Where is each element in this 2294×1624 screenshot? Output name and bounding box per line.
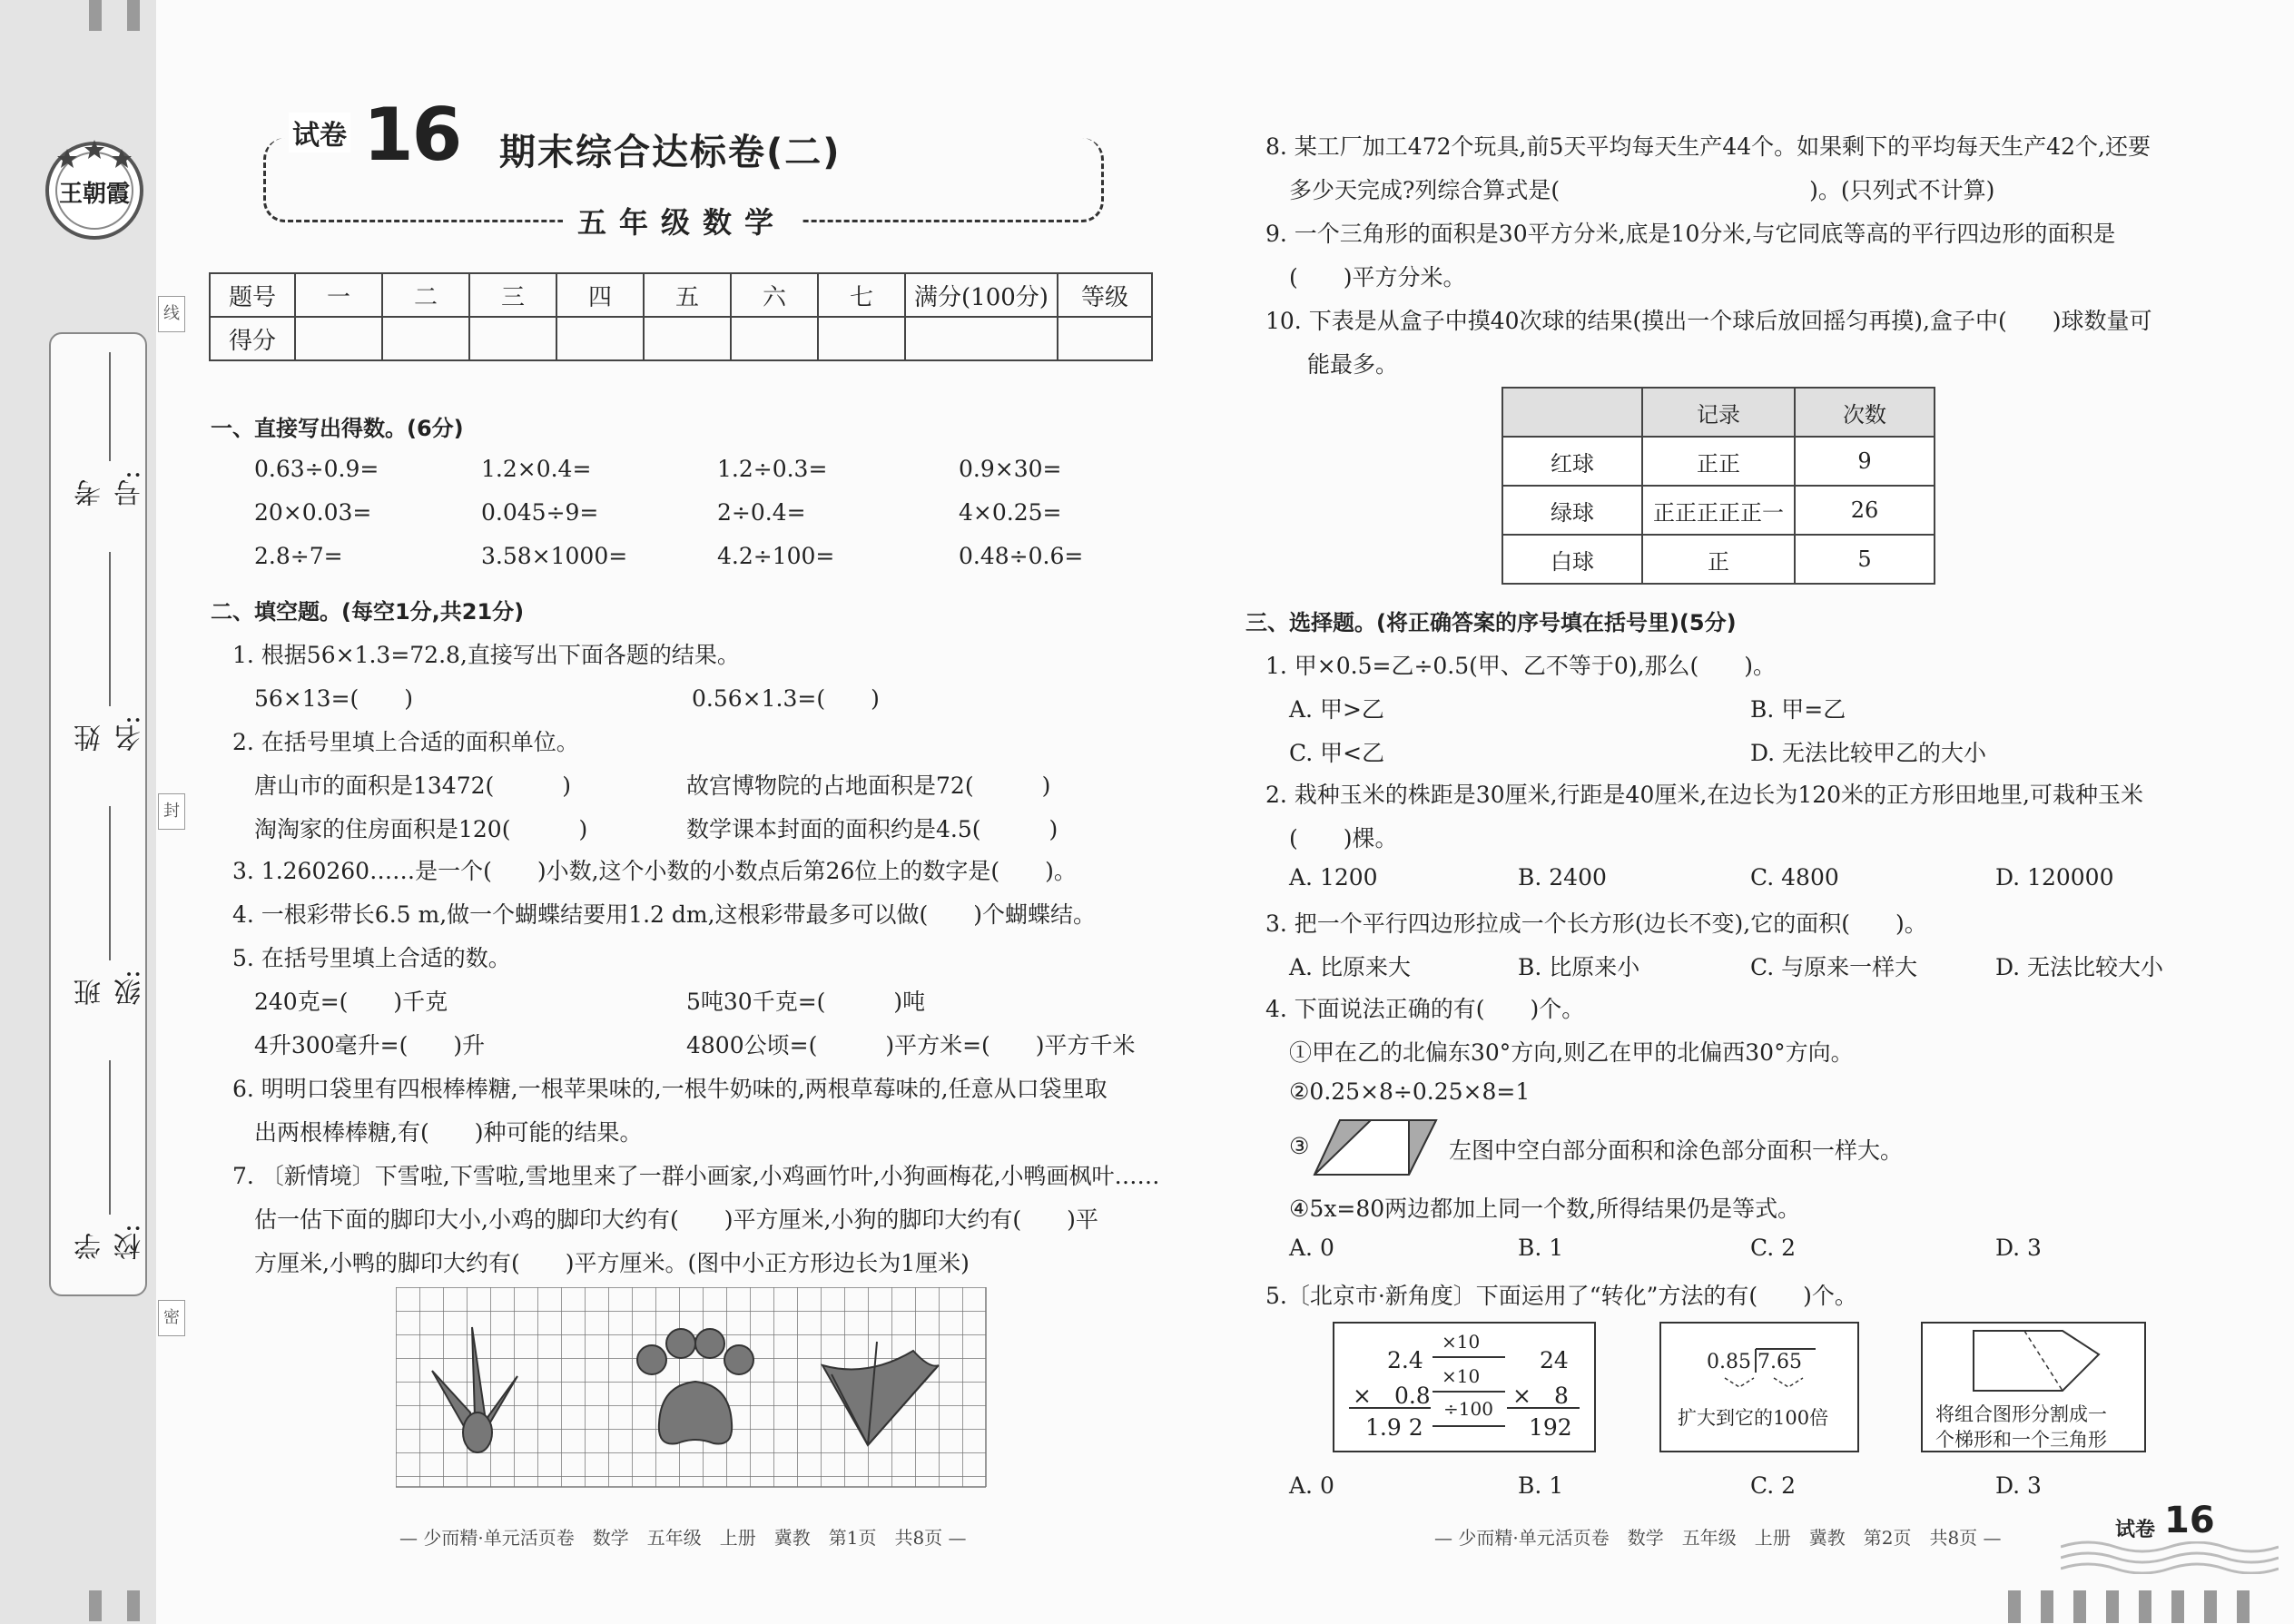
publisher-logo [40, 136, 149, 245]
composite-shape-figure: 将组合图形分割成一 个梯形和一个三角形 [1921, 1322, 2146, 1452]
score-cell[interactable] [644, 317, 731, 360]
bottom-mark [2204, 1590, 2217, 1623]
binding-mark [127, 0, 140, 31]
score-cell[interactable] [295, 317, 382, 360]
question-text: 3. 1.260260……是一个( )小数,这个小数的小数点后第26位上的数字是( )。 [232, 858, 1077, 884]
option[interactable]: A. 0 [1289, 1472, 1334, 1499]
question-text: 7. 〔新情境〕下雪啦,下雪啦,雪地里来了一群小画家,小鸡画竹叶,小狗画梅花,小鸭画枫叶…… [232, 1163, 1160, 1189]
question-item: 56×13=( ) [254, 685, 414, 712]
footer-badge-label: 试卷 [2115, 1514, 2155, 1542]
statement-number: ③ [1289, 1133, 1310, 1159]
page-subtitle: 五年级数学 [563, 200, 801, 241]
score-cell[interactable] [556, 317, 644, 360]
binding-mark [89, 0, 102, 31]
option[interactable]: D. 无法比较大小 [1995, 954, 2164, 980]
calc-item: 4×0.25= [959, 499, 1062, 526]
option[interactable]: D. 120000 [1995, 864, 2114, 891]
calc-item: 0.48÷0.6= [959, 543, 1084, 569]
calc-item: 2.8÷7= [254, 543, 343, 569]
question-text: 2. 在括号里填上合适的面积单位。 [232, 729, 579, 755]
statement: ④5x=80两边都加上同一个数,所得结果仍是等式。 [1289, 1196, 1801, 1222]
footer-right: — 少而精·单元活页卷 数学 五年级 上册 冀教 第2页 共8页 — [1434, 1527, 2002, 1549]
vertical-multiplication-figure: 2.4 × 0.8 1.9 2 24 × 8 192 ×10 ×10 ÷100 [1333, 1322, 1596, 1452]
footer-badge-number: 16 [2164, 1500, 2215, 1541]
bottom-mark [2073, 1590, 2086, 1623]
calc-item: 20×0.03= [254, 499, 372, 526]
question-text: 4. 一根彩带长6.5 m,做一个蝴蝶结要用1.2 dm,这根彩带最多可以做( )个蝴蝶结。 [232, 901, 1097, 928]
option[interactable]: A. 0 [1289, 1235, 1334, 1261]
bottom-mark [2139, 1590, 2151, 1623]
binding-mark [89, 1590, 102, 1621]
question-item: 唐山市的面积是13472( ) [254, 773, 572, 799]
table-row: 白球 正 5 [1502, 535, 1935, 584]
page-title: 期末综合达标卷(二) [499, 132, 842, 173]
question-text: 估一估下面的脚印大小,小鸡的脚印大约有( )平方厘米,小狗的脚印大约有( )平 [254, 1206, 1098, 1233]
question-text: 10. 下表是从盒子中摸40次球的结果(摸出一个球后放回摇匀再摸),盒子中( )球数量可 [1265, 308, 2152, 334]
question-item: 淘淘家的住房面积是120( ) [254, 816, 588, 842]
score-table-header: 题号 一 二 三 四 五 六 七 满分(100分) 等级 [210, 273, 1152, 317]
parallelogram-figure [1313, 1118, 1440, 1176]
student-info-box: 考号: 姓名: 班级: 学校: [49, 332, 147, 1296]
question-text: 4. 下面说法正确的有( )个。 [1265, 996, 1585, 1022]
question-text: 多少天完成?列综合算式是( )。(只列式不计算) [1289, 177, 1995, 203]
question-text: 5. 在括号里填上合适的数。 [232, 945, 511, 971]
option[interactable]: B. 2400 [1518, 864, 1607, 891]
option[interactable]: C. 2 [1750, 1235, 1797, 1261]
option[interactable]: C. 甲<乙 [1289, 740, 1385, 766]
calc-item: 1.2×0.4= [481, 456, 592, 482]
question-text: 2. 栽种玉米的株距是30厘米,行距是40厘米,在边长为120米的正方形田地里,可栽种玉米 [1265, 782, 2143, 808]
calc-item: 3.58×1000= [481, 543, 628, 569]
section1-title: 一、直接写出得数。(6分) [211, 416, 464, 441]
calc-item: 0.045÷9= [481, 499, 599, 526]
question-text: 9. 一个三角形的面积是30平方分米,底是10分米,与它同底等高的平行四边形的面积是 [1265, 221, 2116, 247]
option[interactable]: A. 比原来大 [1289, 954, 1411, 980]
option[interactable]: B. 甲=乙 [1750, 696, 1846, 723]
table-row: 红球 正正 9 [1502, 437, 1935, 486]
school-line[interactable] [109, 1060, 111, 1215]
calc-item: 0.9×30= [959, 456, 1062, 482]
seal-mark-secret: 密 [158, 1300, 185, 1336]
question-item: 数学课本封面的面积约是4.5( ) [686, 816, 1058, 842]
score-cell[interactable] [382, 317, 469, 360]
section3-title: 三、选择题。(将正确答案的序号填在括号里)(5分) [1245, 610, 1737, 635]
calc-item: 2÷0.4= [717, 499, 806, 526]
question-item: 4800公顷=( )平方米=( )平方千米 [686, 1032, 1136, 1058]
question-text: 出两根棒棒糖,有( )种可能的结果。 [254, 1119, 643, 1146]
class-line[interactable] [109, 806, 111, 960]
option[interactable]: A. 1200 [1289, 864, 1378, 891]
exam-number-line[interactable] [109, 352, 111, 461]
question-text: 3. 把一个平行四边形拉成一个长方形(边长不变),它的面积( )。 [1265, 910, 1927, 937]
bottom-mark [2237, 1590, 2250, 1623]
option[interactable]: D. 3 [1995, 1472, 2042, 1499]
question-text: 方厘米,小鸭的脚印大约有( )平方厘米。(图中小正方形边长为1厘米) [254, 1250, 970, 1276]
question-text: 8. 某工厂加工472个玩具,前5天平均每天生产44个。如果剩下的平均每天生产42个,还要 [1265, 133, 2151, 160]
question-text: 能最多。 [1307, 351, 1399, 378]
question-text: 1. 甲×0.5=乙÷0.5(甲、乙不等于0),那么( )。 [1265, 653, 1777, 679]
option[interactable]: C. 2 [1750, 1472, 1797, 1499]
name-line[interactable] [109, 552, 111, 706]
footer-left: — 少而精·单元活页卷 数学 五年级 上册 冀教 第1页 共8页 — [399, 1527, 967, 1549]
statement: ②0.25×8÷0.25×8=1 [1289, 1078, 1531, 1105]
footprint-grid-figure [396, 1287, 988, 1492]
svg-text:王朝霞: 王朝霞 [58, 181, 131, 208]
option[interactable]: D. 3 [1995, 1235, 2042, 1261]
statement: ①甲在乙的北偏东30°方向,则乙在甲的北偏西30°方向。 [1289, 1039, 1854, 1066]
score-cell[interactable] [1058, 317, 1152, 360]
score-cell[interactable] [905, 317, 1058, 360]
question-item: 4升300毫升=( )升 [254, 1032, 486, 1058]
score-cell[interactable] [731, 317, 818, 360]
calc-item: 4.2÷100= [717, 543, 835, 569]
bottom-mark [2008, 1590, 2021, 1623]
division-figure: 0.85 7.65 扩大到它的100倍 [1659, 1322, 1859, 1452]
question-text: 6. 明明口袋里有四根棒棒糖,一根苹果味的,一根牛奶味的,两根草莓味的,任意从口袋里取 [232, 1076, 1108, 1102]
option[interactable]: B. 1 [1518, 1472, 1564, 1499]
exam-badge-number: 16 [363, 93, 461, 177]
seal-mark-line: 线 [158, 296, 185, 332]
option[interactable]: B. 1 [1518, 1235, 1564, 1261]
bottom-mark [2171, 1590, 2184, 1623]
bottom-mark [2106, 1590, 2119, 1623]
option[interactable]: C. 与原来一样大 [1750, 954, 1918, 980]
binding-mark [127, 1590, 140, 1621]
section2-title: 二、填空题。(每空1分,共21分) [211, 599, 525, 625]
calc-item: 1.2÷0.3= [717, 456, 828, 482]
score-cell[interactable] [469, 317, 556, 360]
question-item: 240克=( )千克 [254, 989, 448, 1015]
seal-mark-seal: 封 [158, 793, 185, 830]
question-text: ( )棵。 [1289, 825, 1398, 851]
question-item: 0.56×1.3=( ) [692, 685, 880, 712]
calc-item: 0.63÷0.9= [254, 456, 379, 482]
exam-badge-label: 试卷 [289, 113, 350, 153]
score-table-row: 得分 [210, 317, 1152, 360]
option[interactable]: A. 甲>乙 [1289, 696, 1384, 723]
score-table [209, 272, 1153, 361]
question-item: 5吨30千克=( )吨 [686, 989, 926, 1015]
table-row: 绿球 正正正正正一 26 [1502, 486, 1935, 535]
option[interactable]: B. 比原来小 [1518, 954, 1640, 980]
bottom-mark [2041, 1590, 2053, 1623]
question-item: 故宫博物院的占地面积是72( ) [686, 773, 1051, 799]
question-text: 5.〔北京市·新角度〕下面运用了“转化”方法的有( )个。 [1265, 1283, 1857, 1309]
ball-record-table [1501, 387, 1935, 585]
ball-table-header: 记录 次数 [1502, 388, 1935, 437]
question-text: 1. 根据56×1.3=72.8,直接写出下面各题的结果。 [232, 642, 740, 668]
option[interactable]: C. 4800 [1750, 864, 1839, 891]
question-text: ( )平方分米。 [1289, 264, 1466, 290]
option[interactable]: D. 无法比较甲乙的大小 [1750, 740, 1987, 766]
statement: 左图中空白部分面积和涂色部分面积一样大。 [1449, 1137, 1904, 1164]
score-cell[interactable] [818, 317, 905, 360]
